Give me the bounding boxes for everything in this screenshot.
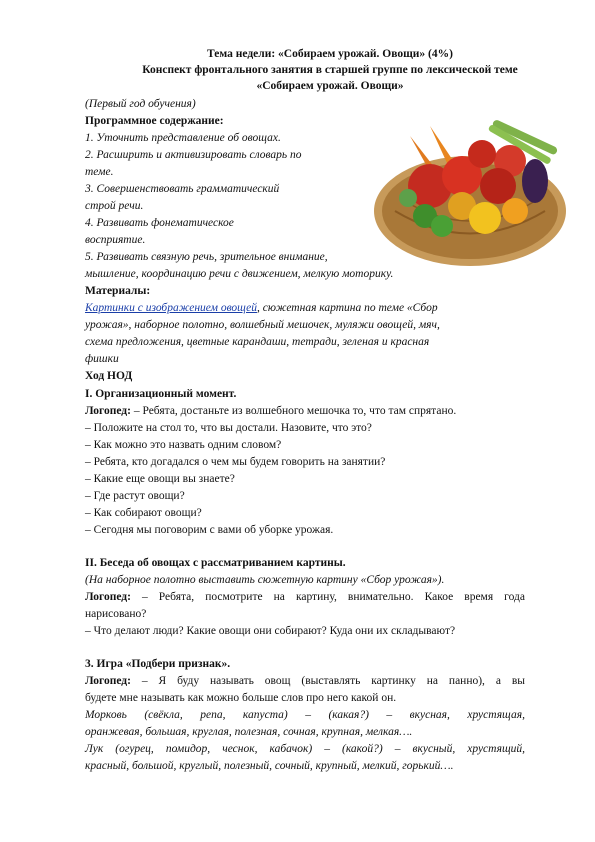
materials-line: урожая», наборное полотно, волшебный мешочек, муляжи овощей, мяч, <box>85 319 440 331</box>
section1-heading: I. Организационный момент. <box>85 388 237 400</box>
eggplant <box>522 159 548 203</box>
speaker-label: Логопед: <box>85 675 131 687</box>
header-line-1: Тема недели: «Собираем урожай. Овощи» (4%) <box>207 48 453 60</box>
dialogue-text: – Ребята, посмотрите на картину, внимательно. Какое время года <box>130 591 525 603</box>
program-item: восприятие. <box>85 234 146 246</box>
dialogue-text: – Ребята, достаньте из волшебного мешочка то, что там спрятано. <box>130 405 457 417</box>
section2-heading: II. Беседа об овощах с рассматриванием картины. <box>85 557 346 569</box>
program-item: строй речи. <box>85 200 144 212</box>
year-note: (Первый год обучения) <box>85 98 196 110</box>
section2-line: – Что делают люди? Какие овощи они собирают? Куда они их складывают? <box>85 625 456 637</box>
materials-line: схема предложения, цветные карандаши, тетради, зеленая и красная <box>85 336 430 348</box>
program-item: 1. Уточнить представление об овощах. <box>85 132 281 144</box>
speaker-label: Логопед: <box>85 591 131 603</box>
vegetable-basket-image <box>370 106 570 271</box>
section1-line: – Как можно это назвать одним словом? <box>85 439 282 451</box>
section1-line: – Сегодня мы поговорим с вами об уборке урожая. <box>85 524 334 536</box>
program-item: 3. Совершенствовать грамматический <box>85 183 280 195</box>
materials-line <box>85 301 438 316</box>
section3-line: будете мне называть как можно больше слов про него какой он. <box>85 692 397 704</box>
section1-line: – Положите на стол то, что вы достали. Назовите, что это? <box>85 422 372 434</box>
materials-line: фишки <box>85 353 119 365</box>
course-heading: Ход НОД <box>85 370 133 382</box>
materials-text: , сюжетная картина по теме «Сбор <box>257 302 438 314</box>
section1-line: – Ребята, кто догадался о чем мы будем говорить на занятии? <box>85 456 386 468</box>
section1-line: – Где растут овощи? <box>85 490 185 502</box>
header-line-2: Конспект фронтального занятия в старшей группе по лексической теме <box>142 64 518 76</box>
example-line: оранжевая, большая, круглая, полезная, сочная, крупная, мелкая…. <box>85 726 413 738</box>
section2-line: нарисовано? <box>85 608 147 620</box>
section1-line <box>85 404 456 419</box>
dialogue-text: – Я буду называть овощ (выставлять картинку на панно), а вы <box>130 675 525 687</box>
program-item: теме. <box>85 166 114 178</box>
speaker-label: Логопед: <box>85 405 131 417</box>
program-heading: Программное содержание: <box>85 115 224 127</box>
example-line: Лук (огурец, помидор, чеснок, кабачок) – (какой?) – вкусный, хрустящий, <box>85 743 525 755</box>
orange-pepper <box>502 198 528 224</box>
section3-line <box>85 674 525 689</box>
section1-line: – Какие еще овощи вы знаете? <box>85 473 235 485</box>
section2-note: (На наборное полотно выставить сюжетную картину «Сбор урожая»). <box>85 574 445 586</box>
section2-line <box>85 590 525 605</box>
section3-heading: 3. Игра «Подбери признак». <box>85 658 231 670</box>
program-item: 5. Развивать связную речь, зрительное внимание, <box>85 251 328 263</box>
program-item: мышление, координацию речи с движением, мелкую моторику. <box>85 268 394 280</box>
header-line-3: «Собираем урожай. Овощи» <box>256 80 404 92</box>
materials-heading: Материалы: <box>85 285 151 297</box>
example-line: красный, большой, круглый, полезный, сочный, крупный, мелкий, горький…. <box>85 760 454 772</box>
program-item: 4. Развивать фонематическое <box>85 217 234 229</box>
materials-link[interactable]: Картинки с изображением овощей <box>85 302 257 314</box>
section1-line: – Как собирают овощи? <box>85 507 202 519</box>
example-line: Морковь (свёкла, репа, капуста) – (какая?) – вкусная, хрустящая, <box>85 709 525 721</box>
program-item: 2. Расширить и активизировать словарь по <box>85 149 302 161</box>
